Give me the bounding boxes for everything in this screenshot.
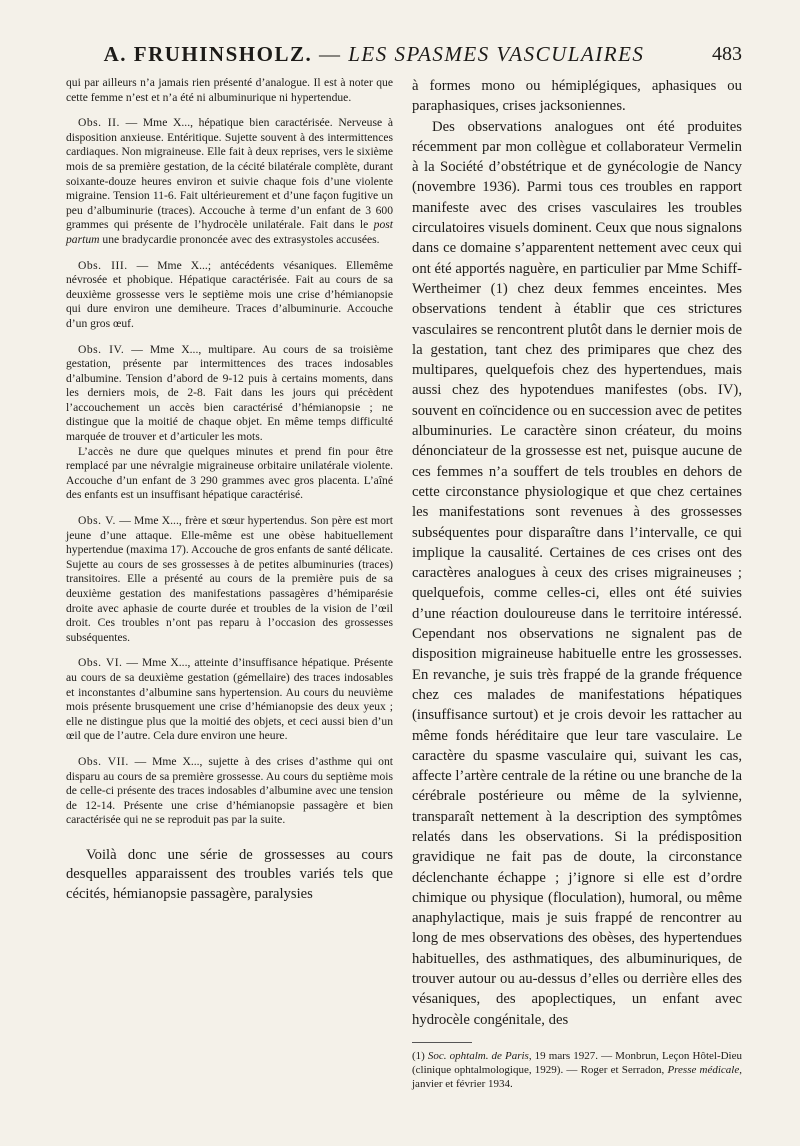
observation-text: — Mme X..., multipare. Au cours de sa troisième gestation, présente par intermittences des traces indosables d’albumine. Tension d’abord de 9-12 puis à certains moments, dans les derniers mois, de 2-8. Fait dans les jours qui précèdent l’accouchement un accès bien caractérisé d’hémianopsie ; ne distingue que la moitié de chaque objet. En même temps difficulté marquée de trouver et d’articuler les mots. (66, 342, 393, 444)
footnote-source-1: Soc. ophtalm. de Paris (427, 1049, 529, 1062)
observation-tail: une bradycardie prononcée avec des extrasystoles accusées. (99, 232, 380, 246)
left-column (66, 76, 393, 904)
observation-2 (66, 116, 393, 247)
observation-label: Obs. VI. (78, 656, 123, 670)
footnote-marker: (1) (412, 1049, 428, 1062)
observation-label: Obs. II. (78, 116, 120, 130)
observation-label: Obs. VII. (78, 754, 129, 768)
footnote-divider (412, 1042, 472, 1043)
running-header (66, 42, 742, 72)
observation-6 (66, 656, 393, 744)
conclusion-paragraph: Voilà donc une série de grossesses au cours desquelles apparaissent des troubles variés tels que cécités, hémianopsie passagère, paralysies (66, 846, 393, 902)
running-title (66, 42, 682, 67)
observation-3 (66, 259, 393, 332)
right-first-paragraph: à formes mono ou hémiplégiques, aphasiques ou paraphasiques, crises jacksoniennes. (412, 78, 742, 115)
right-column (412, 76, 742, 1091)
discussion-paragraph: Des observations analogues ont été produites récemment par mon collègue et collaborateur Vermelin à la Société d’obstétrique et de gynécologie de Nancy (novembre 1936). Parmi tous ces troubles en rapport manifeste avec des crises vasculaires les troubles circulatoires visuels dominent. Ceux que nous signalons dans ce domaine s’apparentent nettement avec ceux qui ont été apportés naguère, en particulier par Mme Schiff-Wertheimer (1) chez deux femmes enceintes. Mes observations tendent à établir que ces strictures vasculaires se rencontrent plutôt dans le dernier mois de la gestation, tant chez des primipares que chez des multipares, quelquefois chez des hypertendues, mais aussi chez des hypotendues manifestes (obs. IV), souvent en coïncidence ou en succession avec de petites albuminuries. Le caractère sinon créateur, du moins dénonciateur de la grossesse est net, puisque aucune de ces femmes n’a souffert de tels troubles en dehors de cette circonstance physiologique et que chez certaines les manifestations sont revenues à des grossesses subséquentes pour disparaître dans l’intervalle, ce qui implique la causalité. Certaines de ces crises ont des caractères analogues à ceux des crises migraineuses ; quelquefois, comme celles-ci, elles ont été suivies d’une réaction douloureuse dans le territoire intéressé. Cependant nos observations ne signalent pas de disposition migraineuse habituelle entre les grossesses. En revanche, je suis très frappé de la grande fréquence chez ces malades de manifestations hépatiques (insuffisance surtout) et je crois devoir les rattacher au même fonds héréditaire que leur tare vasculaire. Le caractère du spasme vasculaire qui, suivant les cas, affecte l’artère centrale de la rétine ou une branche de la cérébrale postérieure ou même de la sylvienne, transparaît nettement à la description des symptômes relatés dans les observations. Si la prédisposition gravidique ne fait pas de doute, la circonstance déclenchante échappe ; j’ignore si elle est d’ordre chimique ou physique (floculation), humoral, ou même anaphylactique, mais je suis frappé de rencontrer au long de mes observations des obèses, des hypertendues habituelles, des asthmatiques, des albuminuriques, de trouver autour ou au-dessus d’elles ou derrière elles des vésaniques, des apoplectiques, un enfant avec hydrocèle congénitale, des (412, 118, 743, 1028)
author-name: A. FRUHINSHOLZ. (103, 42, 313, 66)
observation-label: Obs. IV. (78, 342, 125, 356)
observation-text: — Mme X..., hépatique bien caractérisée. Nerveuse à disposition anxieuse. Entéritique. Sujette souvent à des intermittences cardiaques. Non migraineuse. Elle fait à deux reprises, vers le sixième mois de sa première gestation, de la cécité bilatérale complète, durant soixante-douze heures environ et suivie chaque fois d’une violente migraine. Tension 11-6. Fait ultérieurement et d’une façon fugitive un peu d’albuminurie (traces). Accouche à terme d’un enfant de 3 600 grammes qui présente de l’hydrocèle unilatérale. Fait dans le (66, 116, 393, 232)
observation-label: Obs. V. (78, 514, 116, 528)
observation-4-continuation: L’accès ne dure que quelques minutes et prend fin pour être remplacé par une névralgie migraineuse orbitaire unilatérale violente. Accouche d’un enfant de 3 290 grammes avec gros placenta. L’aîné des enfants est un insuffisant hépatique caractérisé. (66, 444, 393, 502)
observation-7 (66, 755, 393, 828)
left-lead-paragraph: qui par ailleurs n’a jamais rien présenté d’analogue. Il est à noter que cette femme n’est et n’a été ni albuminurique ni hypertendue. (66, 76, 393, 104)
observation-text: — Mme X..., atteinte d’insuffisance hépatique. Présente au cours de sa deuxième gestation (gémellaire) des traces indosables et inconstantes d’albumine sans hypertension. Au cours du neuvième mois présente brusquement une crise d’hémianopsie des deux yeux ; elle ne distingue plus que la moitié des objets, et ceci aussi bien d’un œil que de l’autre. Cela dure environ une heure. (66, 656, 393, 743)
footnote-source-2: Presse médicale (667, 1063, 740, 1076)
page-number: 483 (712, 43, 742, 65)
observation-4 (66, 343, 393, 445)
footnote-text-2: , janvier et février 1934. (412, 1063, 742, 1090)
observation-italic: post partum (66, 218, 393, 246)
observation-label: Obs. III. (78, 258, 128, 272)
observation-text: — Mme X..., frère et sœur hypertendus. Son père est mort jeune d’une attaque. Elle-même est une obèse habituellement hypertendue (maxima 17). Accouche de gros enfants de santé délicate. Sujette au cours de ses grossesses à de petites albuminuries (traces) transitoires. Elle a présenté au cours de la première puis de sa deuxième gestation des manifestations passagères d’hémiparésie droite avec aphasie de courte durée et troubles de la vision de l’œil droit. Ces troubles n’ont pas reparu à l’occasion des grossesses subséquentes. (66, 514, 394, 644)
article-subject: LES SPASMES VASCULAIRES (348, 42, 645, 66)
observation-5 (66, 514, 393, 645)
title-dash: — (312, 42, 349, 66)
observation-text: — Mme X..., sujette à des crises d’asthme qui ont disparu au cours de sa première grossesse. Au cours du septième mois de celle-ci présente des traces indosables d’albumine avec une tension de 12-14. Présente une crise d’hémianopsie passagère et bien caractérisée qui ne se reproduit pas par la suite. (66, 754, 393, 827)
observation-text: — Mme X...; antécédents vésaniques. Ellemême névrosée et phobique. Hépatique caractérisée. Fait au cours de sa deuxième grossesse vers le septième mois une crise d’hémianopsie qui dure environ une demiheure. Traces d’albuminurie. Accouche d’un gros œuf. (66, 258, 393, 330)
footnote-text-1: , 19 mars 1927. — Monbrun, Leçon Hôtel-Dieu (clinique ophtalmologique, 1929). — Roger et Serradon, (412, 1049, 742, 1076)
footnote (412, 1049, 742, 1091)
